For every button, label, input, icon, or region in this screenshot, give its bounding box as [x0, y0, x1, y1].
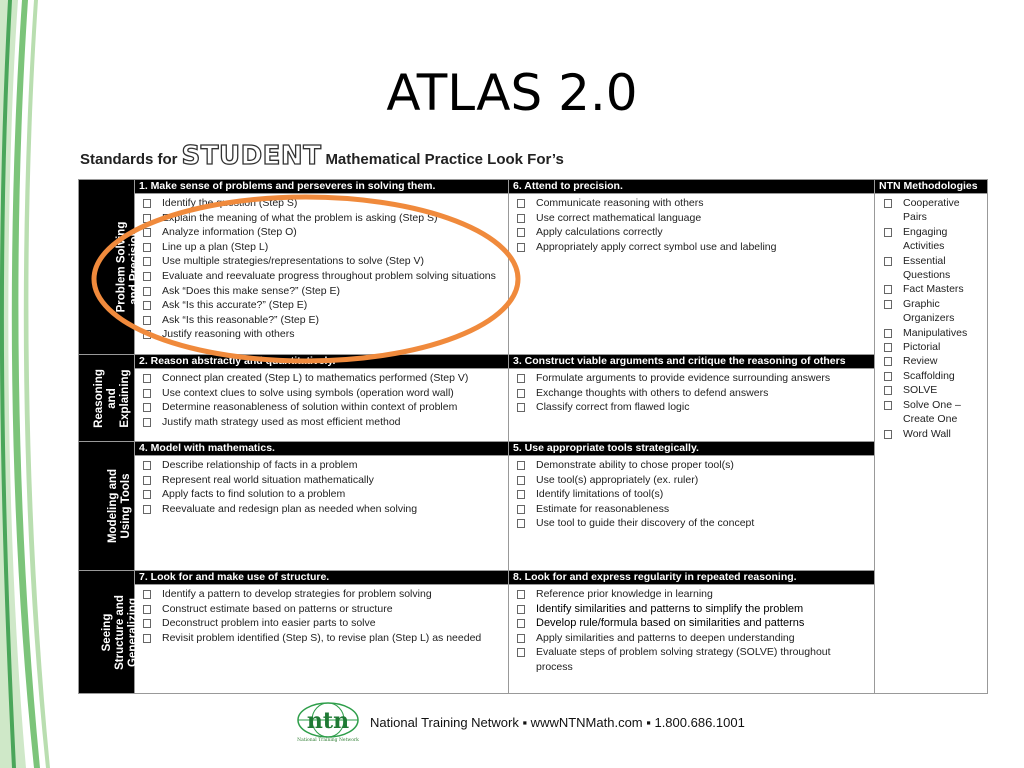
list-item: Revisit problem identified (Step S), to revise plan (Step L) as needed [139, 631, 504, 646]
ntn-item: Graphic Organizers [879, 297, 983, 326]
list-item: Evaluate steps of problem solving strategy (SOLVE) throughout process [513, 645, 870, 674]
list-item: Use tool to guide their discovery of the concept [513, 516, 870, 531]
look-fors-table [78, 179, 988, 694]
footer-contact: National Training Network ▪ wwwNTNMath.com ▪ 1.800.686.1001 [370, 715, 745, 730]
heading-suffix: Mathematical Practice Look For’s [325, 151, 564, 168]
list-item: Apply similarities and patterns to deepen understanding [513, 631, 870, 646]
side-label-text: Seeing Structure and Generalizing [100, 594, 139, 670]
practice-cell [135, 369, 509, 442]
list-item: Estimate for reasonableness [513, 502, 870, 517]
table-header-row [79, 571, 988, 585]
list-item: Identify limitations of tool(s) [513, 487, 870, 502]
list-item: Determine reasonableness of solution within context of problem [139, 400, 504, 415]
list-item: Classify correct from flawed logic [513, 400, 870, 415]
list-item: Apply calculations correctly [513, 225, 870, 240]
list-item: Line up a plan (Step L) [139, 240, 504, 255]
ntn-item: Solve One – Create One [879, 398, 983, 427]
list-item: Explain the meaning of what the problem is asking (Step S) [139, 211, 504, 226]
practice-cell [135, 194, 509, 355]
list-item: Apply facts to find solution to a problem [139, 487, 504, 502]
list-item: Represent real world situation mathematically [139, 473, 504, 488]
logo-caption: National Training Network [297, 738, 359, 743]
list-item: Develop rule/formula based on similarities and patterns [513, 616, 870, 631]
list-item: Identify a pattern to develop strategies for problem solving [139, 587, 504, 602]
list-item: Formulate arguments to provide evidence surrounding answers [513, 371, 870, 386]
table-row [79, 456, 988, 571]
list-item: Analyze information (Step O) [139, 225, 504, 240]
side-label-text: Problem Solving and Precision [115, 221, 141, 313]
list-item: Ask “Is this accurate?” (Step E) [139, 298, 504, 313]
list-item: Use tool(s) appropriately (ex. ruler) [513, 473, 870, 488]
list-item: Connect plan created (Step L) to mathematics performed (Step V) [139, 371, 504, 386]
ntn-item: Essential Questions [879, 254, 983, 283]
list-item: Identify the question (Step S) [139, 196, 504, 211]
ntn-item: Word Wall [879, 427, 983, 441]
practice-cell [509, 194, 875, 355]
practice-cell [509, 456, 875, 571]
list-item: Appropriately apply correct symbol use and labeling [513, 240, 870, 255]
practice-cell [135, 456, 509, 571]
list-item: Evaluate and reevaluate progress throughout problem solving situations [139, 269, 504, 284]
ntn-item: Pictorial [879, 340, 983, 354]
list-item: Use correct mathematical language [513, 211, 870, 226]
side-label-text: Modeling and Using Tools [107, 468, 133, 544]
ntn-item: Engaging Activities [879, 225, 983, 254]
side-label-text: Reasoning and Explaining [92, 368, 131, 428]
ntn-methodologies-cell [875, 194, 988, 694]
list-item: Communicate reasoning with others [513, 196, 870, 211]
ntn-item: SOLVE [879, 383, 983, 397]
table-row [79, 585, 988, 694]
practice-cell [509, 369, 875, 442]
list-item: Identify similarities and patterns to simplify the problem [513, 602, 870, 617]
list-item: Ask “Is this reasonable?” (Step E) [139, 313, 504, 328]
side-label-problem-solving [79, 180, 141, 355]
practice-header: 4. Model with mathematics. [135, 442, 509, 456]
list-item: Ask “Does this make sense?” (Step E) [139, 284, 504, 299]
standards-heading [80, 136, 564, 170]
table-header-row [79, 442, 988, 456]
list-item: Reference prior knowledge in learning [513, 587, 870, 602]
list-item: Use multiple strategies/representations to solve (Step V) [139, 254, 504, 269]
list-item: Demonstrate ability to chose proper tool(s) [513, 458, 870, 473]
side-label-reasoning [79, 355, 135, 442]
side-label-modeling [79, 442, 135, 571]
list-item: Describe relationship of facts in a problem [139, 458, 504, 473]
logo-text: ntn [306, 708, 350, 734]
practice-header: 3. Construct viable arguments and critique the reasoning of others [509, 355, 875, 369]
ntn-header: NTN Methodologies [875, 180, 988, 194]
ntn-item: Fact Masters [879, 282, 983, 296]
list-item: Construct estimate based on patterns or structure [139, 602, 504, 617]
practice-header: 2. Reason abstractly and quantitatively. [135, 355, 509, 369]
ntn-item: Review [879, 354, 983, 368]
heading-student-word: STUDENT [181, 141, 322, 171]
practice-header: 8. Look for and express regularity in repeated reasoning. [509, 571, 875, 585]
practice-header: 6. Attend to precision. [509, 180, 875, 194]
list-item: Use context clues to solve using symbols (operation word wall) [139, 386, 504, 401]
side-label-structure [79, 571, 139, 694]
list-item: Justify reasoning with others [139, 327, 504, 342]
table-header-row [79, 355, 988, 369]
practice-cell [509, 585, 875, 694]
footer [292, 698, 812, 748]
slide-title: ATLAS 2.0 [386, 64, 638, 122]
list-item: Reevaluate and redesign plan as needed when solving [139, 502, 504, 517]
practice-header: 7. Look for and make use of structure. [135, 571, 509, 585]
list-item: Exchange thoughts with others to defend answers [513, 386, 870, 401]
practice-header: 1. Make sense of problems and perseveres in solving them. [135, 180, 509, 194]
heading-prefix: Standards for [80, 151, 178, 168]
ntn-item: Manipulatives [879, 326, 983, 340]
practice-header: 5. Use appropriate tools strategically. [509, 442, 875, 456]
practice-cell [135, 585, 509, 694]
table-row [79, 369, 988, 442]
table-header-row [79, 180, 988, 194]
list-item: Justify math strategy used as most efficient method [139, 415, 504, 430]
ntn-item: Scaffolding [879, 369, 983, 383]
list-item: Deconstruct problem into easier parts to solve [139, 616, 504, 631]
ntn-item: Cooperative Pairs [879, 196, 983, 225]
table-row [79, 194, 988, 355]
